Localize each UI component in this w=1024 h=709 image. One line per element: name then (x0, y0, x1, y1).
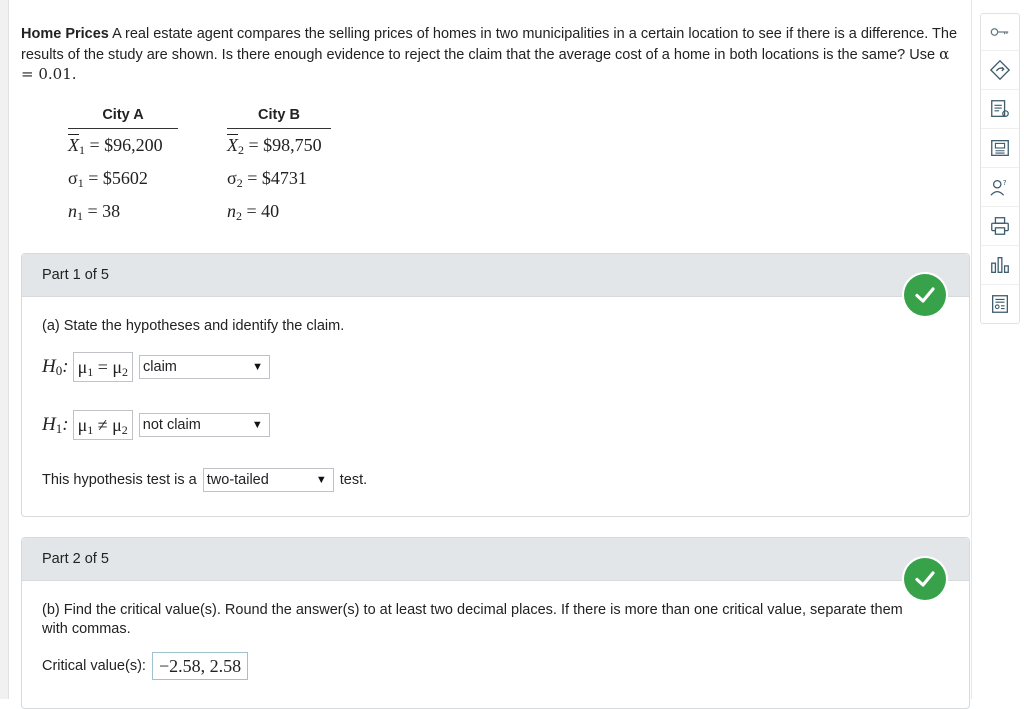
test-type-select[interactable]: two-tailed ▼ (203, 468, 334, 492)
h0-claim-select[interactable]: claim ▼ (139, 355, 270, 379)
test-prefix: This hypothesis test is a (42, 472, 197, 488)
city-a-sigma: $\sigma_1$ = $5602 (68, 168, 148, 190)
city-a-header: City A (68, 106, 178, 129)
part-1-question: (a) State the hypotheses and identify the claim. (42, 318, 345, 334)
city-b-n: $n_2 = 40$ (227, 201, 280, 223)
test-type-row (42, 464, 367, 496)
chevron-down-icon: ▼ (252, 361, 264, 373)
h1-expression-field[interactable]: $\mu_1$ ≠ $\mu_2$ (73, 410, 133, 440)
chevron-down-icon: ▼ (315, 474, 327, 486)
calculator-icon[interactable] (981, 129, 1019, 168)
critical-value-input[interactable]: −2.58, 2.58 (152, 652, 248, 680)
part-2-panel (21, 537, 970, 709)
notes-icon[interactable] (981, 90, 1019, 129)
part-1-correct-check-icon (904, 274, 946, 316)
h0-label: $H_0$: (42, 356, 69, 378)
h1-claim-select[interactable]: not claim ▼ (139, 413, 270, 437)
tutor-icon[interactable] (981, 168, 1019, 207)
data-table-icon[interactable] (981, 285, 1019, 323)
chart-icon[interactable] (981, 246, 1019, 285)
city-b-column (227, 106, 331, 228)
alpha-value: α = 0.01. (21, 44, 950, 83)
svg-text:?: ? (1002, 178, 1007, 188)
tool-sidebar (980, 13, 1020, 324)
key-icon[interactable] (981, 14, 1019, 51)
h0-row (42, 351, 270, 383)
part-2-header: Part 2 of 5 (22, 538, 969, 581)
h1-label: $H_1$: (42, 414, 69, 436)
h0-expression-field[interactable]: $\mu_1$ = $\mu_2$ (73, 352, 133, 382)
critical-value-label: Critical value(s): (42, 658, 146, 674)
city-b-header: City B (227, 106, 331, 129)
problem-body: A real estate agent compares the selling prices of homes in two municipalities in a certain location to see if there is a difference. The results of the study are shown. Is there enough evidence to reject the claim that the average cost of a home in both locations is the same? Use (21, 26, 958, 63)
city-b-sigma: $\sigma_2$ = $4731 (227, 168, 307, 190)
problem-statement (21, 25, 966, 86)
h1-row (42, 409, 270, 441)
part-1-panel (21, 253, 970, 517)
part-2-question: (b) Find the critical value(s). Round the answer(s) to at least two decimal places. If there is more than one critical value, separate them with commas. (42, 602, 903, 637)
h0-relation: = (97, 356, 108, 377)
critical-value-row (42, 650, 248, 682)
move-icon[interactable] (981, 51, 1019, 90)
question-area (8, 0, 972, 699)
problem-title: Home Prices (21, 26, 109, 42)
chevron-down-icon: ▼ (251, 419, 263, 431)
print-icon[interactable] (981, 207, 1019, 246)
city-a-n: $n_1 = 38$ (68, 201, 121, 223)
h1-relation: ≠ (97, 414, 108, 435)
city-a-mean: $\overline{X}_1$ = $96,200 (68, 135, 163, 157)
part-1-header: Part 1 of 5 (22, 254, 969, 297)
test-suffix: test. (339, 472, 368, 488)
city-b-mean: $\overline{X}_2$ = $98,750 (227, 135, 322, 157)
part-2-correct-check-icon (904, 558, 946, 600)
city-a-column (68, 106, 178, 228)
